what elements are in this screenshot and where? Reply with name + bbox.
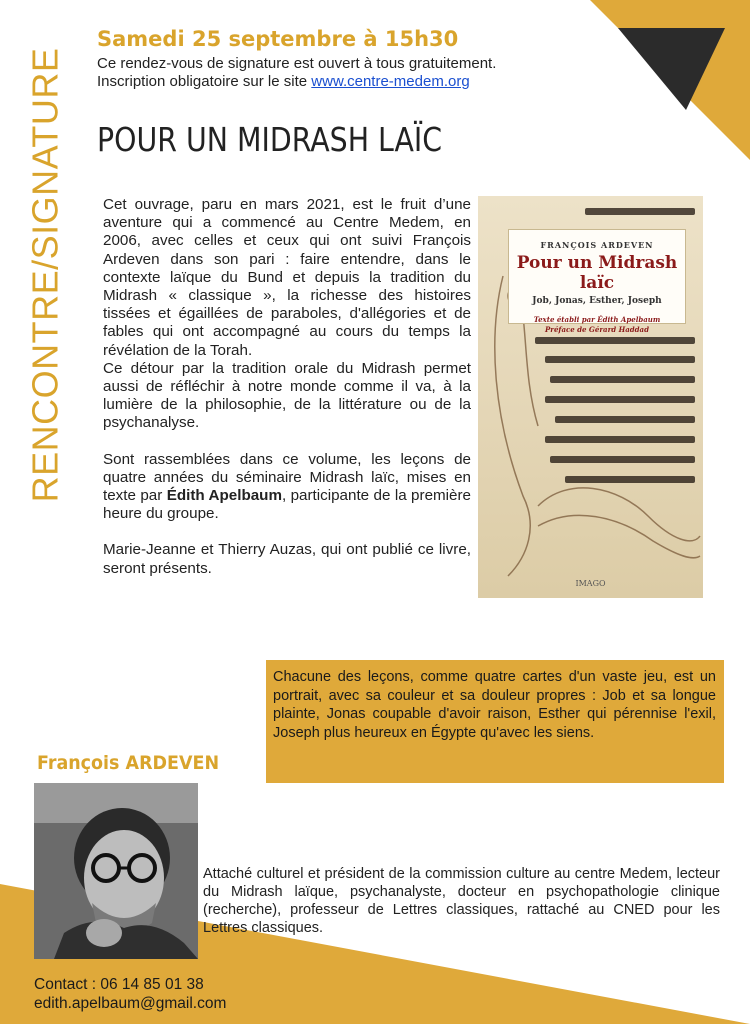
top-corner-decoration [590,0,750,160]
side-title-text: RENCONTRE/SIGNATURE [24,47,66,503]
website-link[interactable]: www.centre-medem.org [311,73,470,90]
cover-credit-1: Texte établi par Édith Apelbaum [533,315,661,324]
author-bio: Attaché culturel et président de la commission culture au centre Medem, lecteur du Midrash laïque, psychanalyste, docteur en psychopathologie clinique (recherche), professeur de Lettres classiques, rattaché au CNED pour les Lettres classiques. [203,866,720,936]
description-paragraph-4: Marie-Jeanne et Thierry Auzas, qui ont publié ce livre, seront présents. [103,541,471,577]
description-paragraph-1: Cet ouvrage, paru en mars 2021, est le fruit d’une aventure qui a commencé au Centre Medem, en 2006, avec celles et ceux qui ont suivi François Ardeven dans son pari : faire entendre, dans le contexte laïque du Bund et depuis la tradition du Midrash « classique », la richesse des histoires tissées et égaillées de paraboles, d'allégories et de fables qui ont accompagné au cours du temps la révélation de la Torah. [103,196,471,359]
book-description [103,196,471,596]
event-info-prefix: Inscription obligatoire sur le site [97,73,312,90]
side-title [20,30,70,520]
event-info [97,55,496,91]
cover-subtitle: Job, Jonas, Esther, Joseph [532,296,662,306]
author-name: François ARDEVEN [37,752,220,774]
portrait-illustration [34,783,198,959]
description-paragraph-2: Ce détour par la tradition orale du Midrash permet aussi de réfléchir à notre monde comme il va, à la lumière de la philosophie, de la littérature ou de la psychanalyse. [103,359,471,432]
cover-title-card [508,229,686,334]
contact-block [34,975,226,1013]
event-info-line1: Ce rendez-vous de signature est ouvert à tous gratuitement. [97,55,497,72]
cover-title: Pour un Midrash laïc [516,253,678,293]
book-cover [478,196,703,598]
contact-phone: Contact : 06 14 85 01 38 [34,976,204,993]
event-info-line2 [97,73,496,91]
cover-publisher: IMAGO [575,579,606,588]
cover-credits [509,315,685,335]
author-photo [34,783,198,959]
event-date: Samedi 25 septembre à 15h30 [97,27,459,51]
cover-credit-2: Préface de Gérard Haddad [545,325,649,334]
book-title: POUR UN MIDRASH LAÏC [97,120,443,159]
cover-author: FRANÇOIS ARDEVEN [540,240,654,250]
paragraph-3-prefix: Sont rassemblées dans ce volume, les leçons de quatre années du séminaire Midrash laïc, mises en texte par [103,450,471,505]
paragraph-3-suffix: , participante de la première heure du groupe. [103,487,471,523]
quote-box: Chacune des leçons, comme quatre cartes d'un vaste jeu, est un portrait, avec sa couleur et sa douleur propres : Job et sa longue plainte, Jonas coupable d'avoir raison, Esther qui pérennise l'exil, Joseph plus heureux en Égypte qu'avec les siens. [266,660,724,783]
editor-name: Édith Apelbaum [166,487,282,505]
contact-email[interactable]: edith.apelbaum@gmail.com [34,995,227,1012]
description-paragraph-3 [103,451,471,524]
